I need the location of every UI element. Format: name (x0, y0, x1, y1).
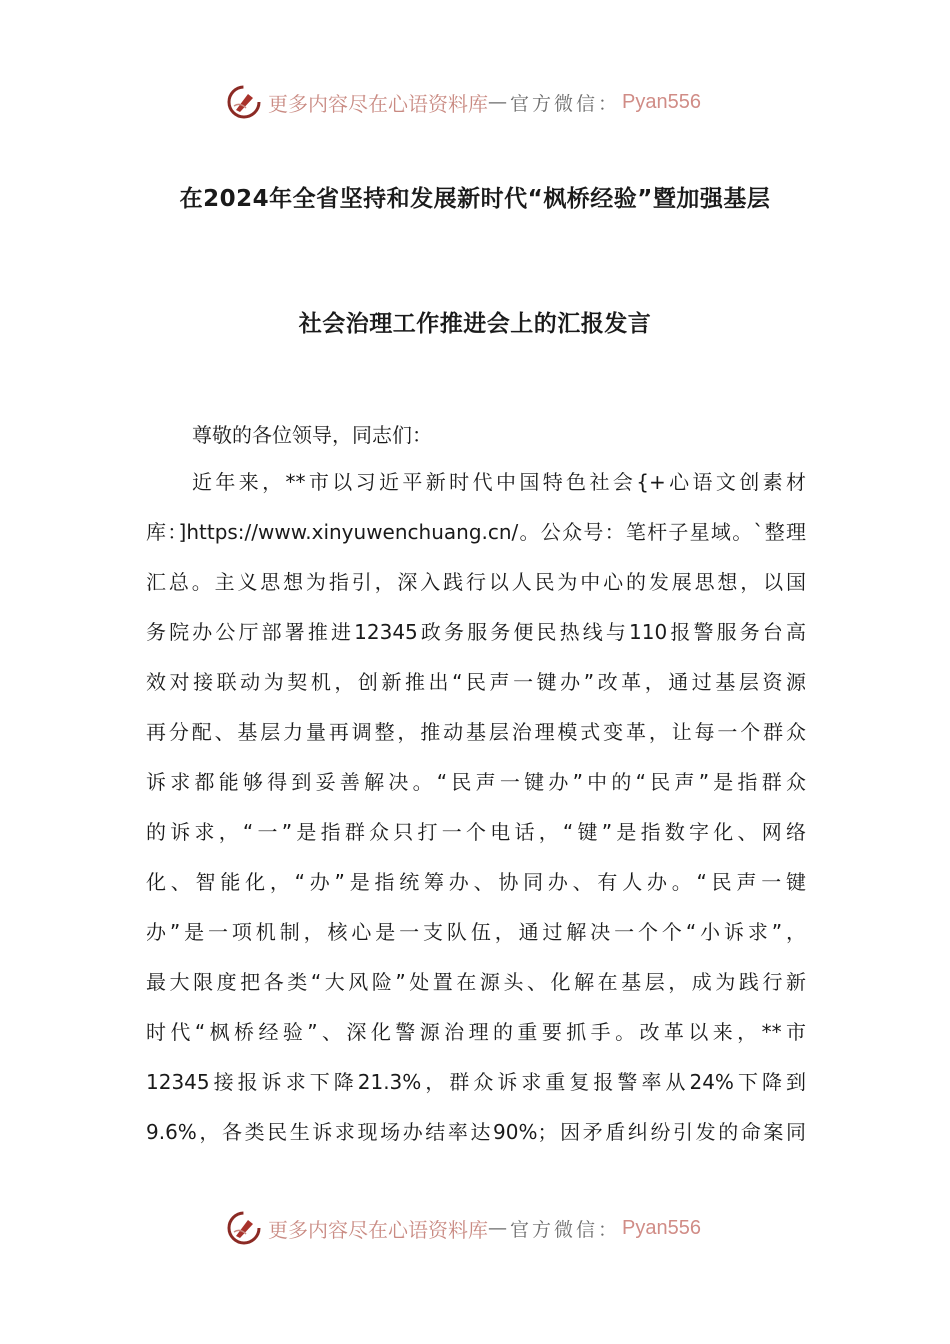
body-line: 办”是一项机制，核心是一支队伍，通过解决一个个“小诉求”， (146, 920, 806, 944)
watermark-banner-top (226, 82, 701, 122)
watermark-wechat-id: Pyan556 (622, 1216, 701, 1239)
body-line: 时代“枫桥经验”、深化警源治理的重要抓手。改革以来，**市 (146, 1020, 806, 1044)
body-line: 化、智能化，“办”是指统筹办、协同办、有人办。“民声一键 (146, 870, 806, 894)
body-line: 近年来，**市以习近平新时代中国特色社会{+心语文创素材 (192, 470, 806, 494)
body-line: 库：]https://www.xinyuwenchuang.cn/。公众号：笔杆子星域。`整理 (146, 520, 806, 544)
body-line: 再分配、基层力量再调整，推动基层治理模式变革，让每一个群众 (146, 720, 806, 744)
watermark-red-text: 更多内容尽在心语资料库 (268, 91, 488, 116)
salutation: 尊敬的各位领导，同志们： (192, 423, 432, 447)
document-title-line-2: 社会治理工作推进会上的汇报发言 (298, 311, 652, 337)
body-line: 9.6%，各类民生诉求现场办结率达90%；因矛盾纠纷引发的命案同 (146, 1120, 806, 1144)
pen-nib-logo-icon (226, 1210, 262, 1246)
pen-nib-logo-icon (226, 84, 262, 120)
watermark-red-text: 更多内容尽在心语资料库 (268, 1217, 488, 1242)
body-line: 诉求都能够得到妥善解决。“民声一键办”中的“民声”是指群众 (146, 770, 806, 794)
body-line: 效对接联动为契机，创新推出“民声一键办”改革，通过基层资源 (146, 670, 806, 694)
body-line: 的诉求，“一”是指群众只打一个电话，“键”是指数字化、网络 (146, 820, 806, 844)
document-title-line-1: 在2024年全省坚持和发展新时代“枫桥经验”暨加强基层 (179, 186, 771, 212)
body-line: 最大限度把各类“大风险”处置在源头、化解在基层，成为践行新 (146, 970, 806, 994)
watermark-gray-text: 官方微信： (510, 92, 621, 115)
body-line: 汇总。主义思想为指引，深入践行以人民为中心的发展思想，以国 (146, 570, 806, 594)
watermark-banner-bottom (226, 1208, 701, 1248)
watermark-dash: — (488, 91, 510, 113)
watermark-dash: — (488, 1217, 510, 1239)
watermark-wechat-id: Pyan556 (622, 90, 701, 113)
watermark-gray-text: 官方微信： (510, 1218, 621, 1241)
body-line: 务院办公厅部署推进12345政务服务便民热线与110报警服务台高 (146, 620, 806, 644)
body-line: 12345接报诉求下降21.3%，群众诉求重复报警率从24%下降到 (146, 1070, 806, 1094)
